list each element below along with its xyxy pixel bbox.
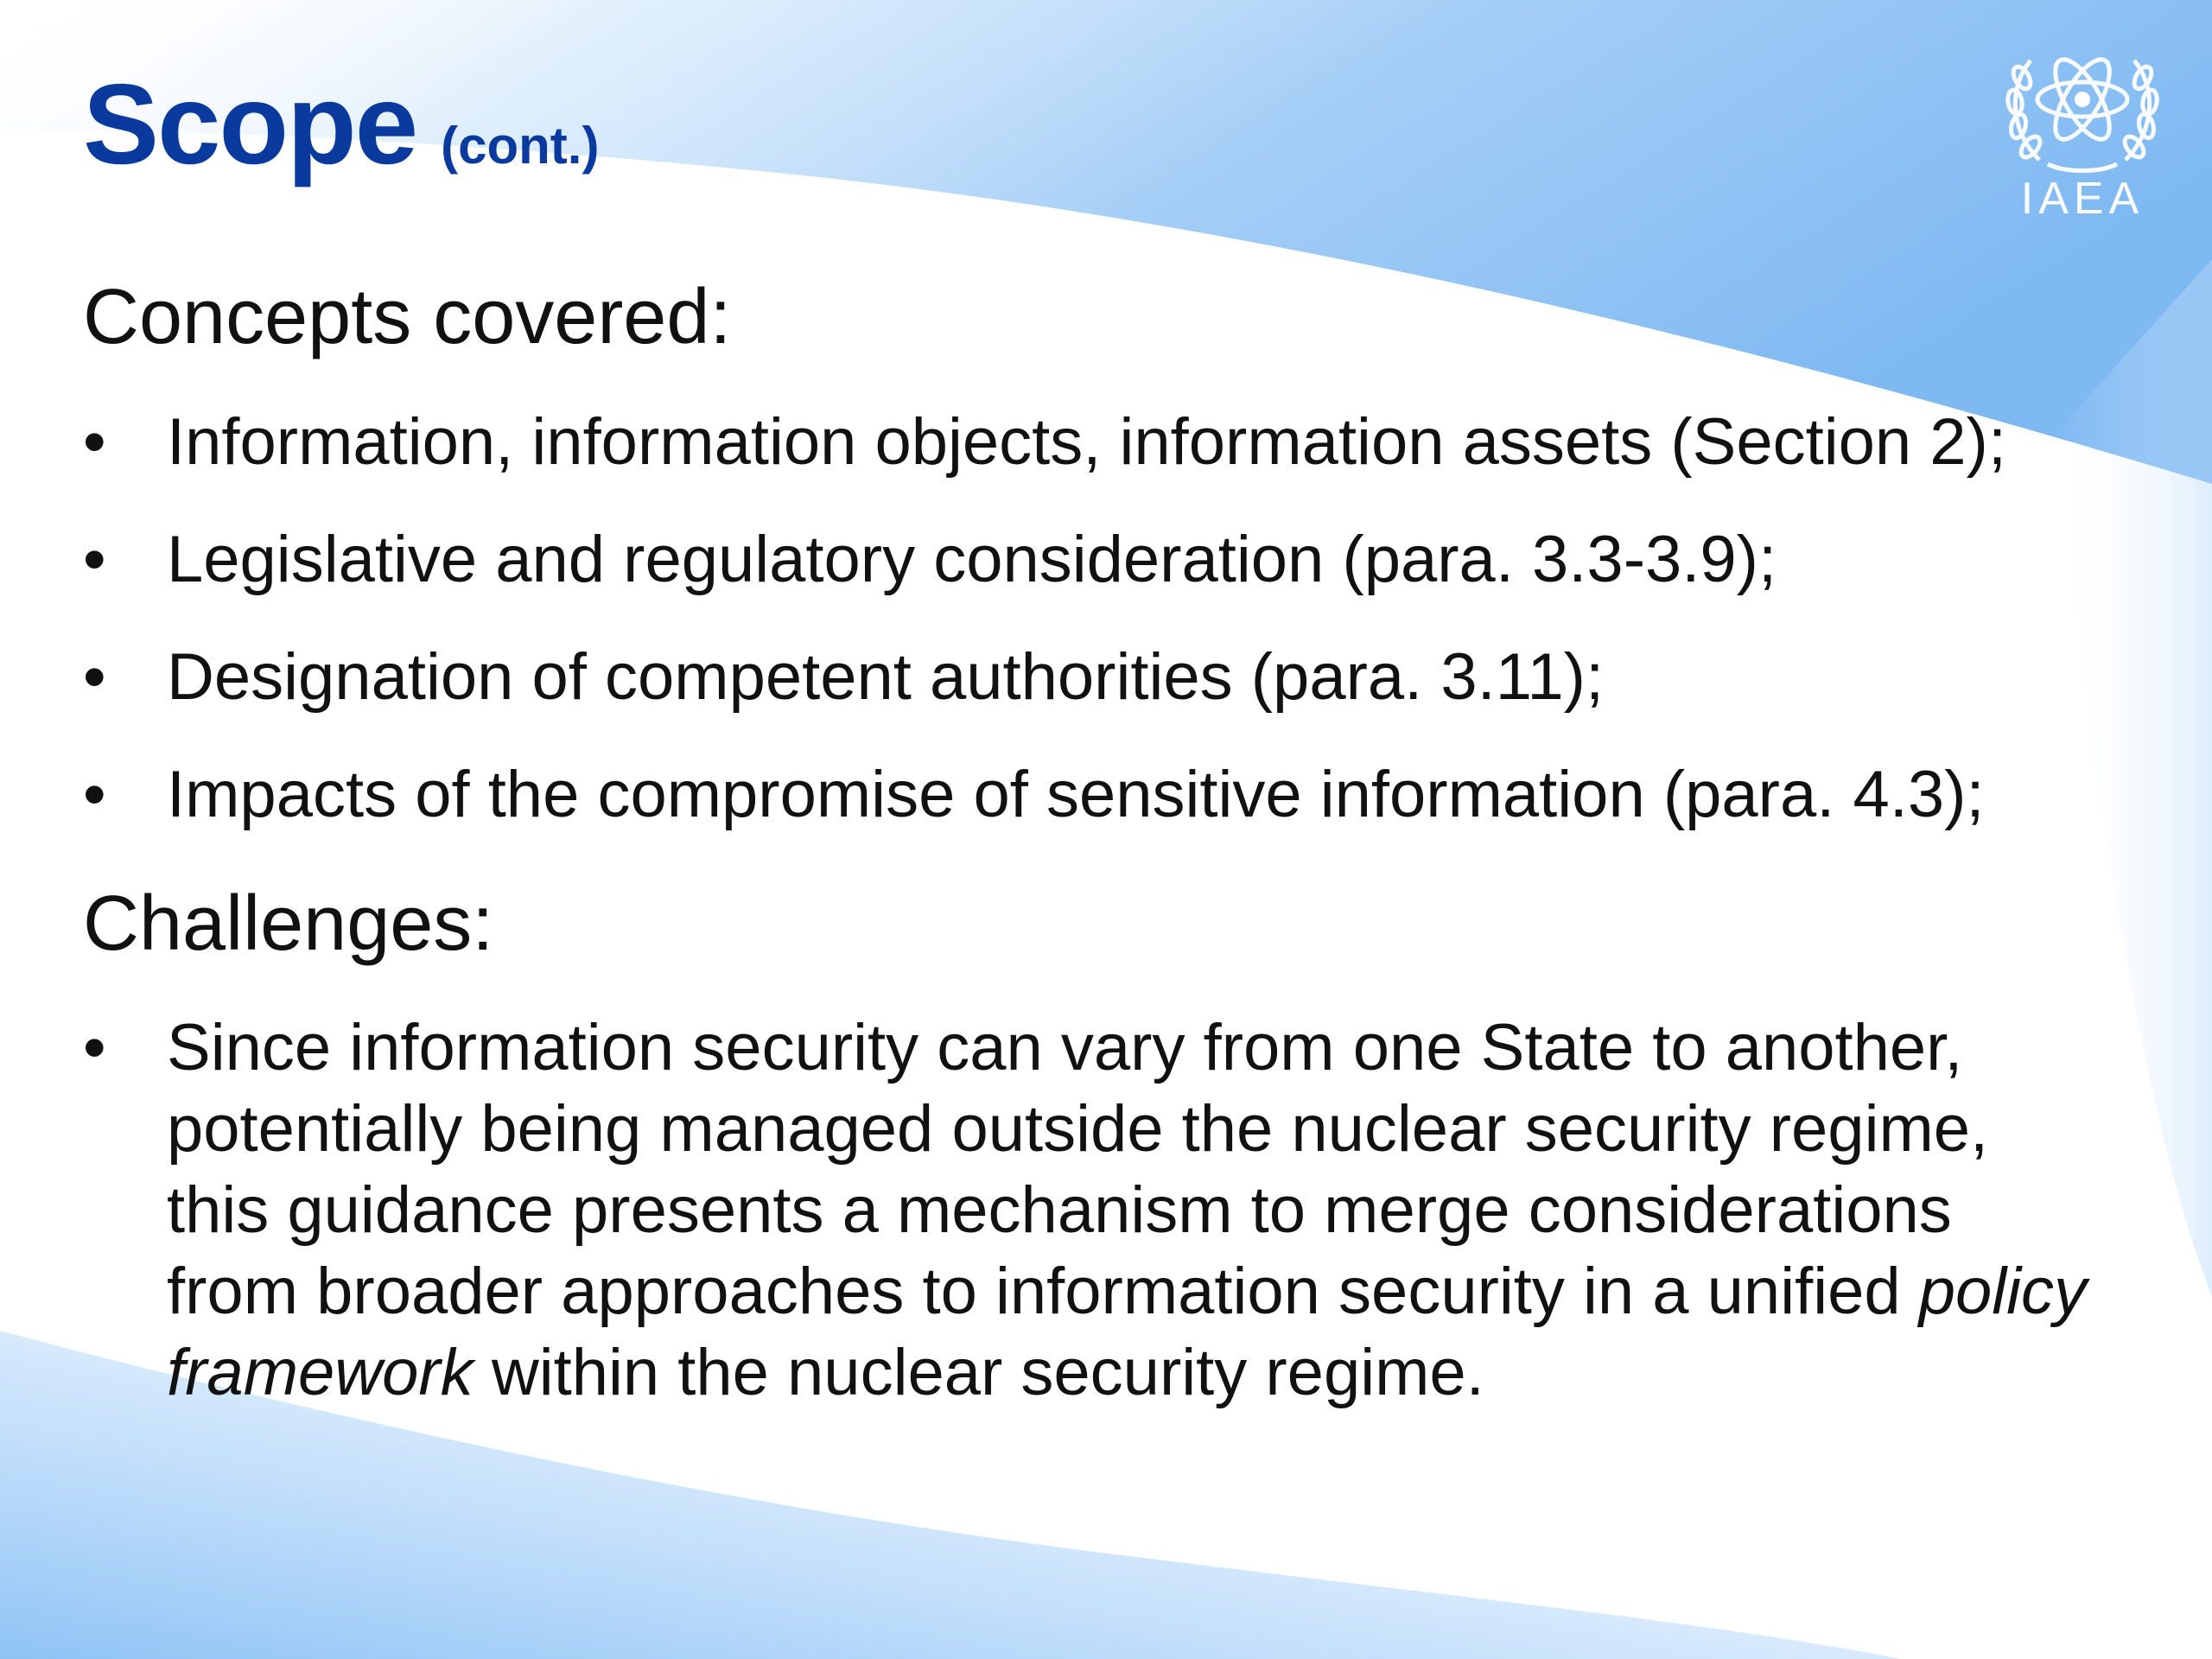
challenges-heading: Challenges: (83, 880, 494, 967)
challenge-line-2: potentially being managed outside the nuclear security regime, (167, 1092, 1989, 1166)
bullet-icon: • (83, 405, 106, 479)
bullet-icon: • (83, 758, 106, 831)
list-item (83, 1007, 2174, 1414)
challenge-italic-policy: policy (1918, 1255, 2088, 1328)
logo-text: IAEA (2020, 174, 2145, 224)
challenge-line-5-text: within the nuclear security regime. (473, 1336, 1484, 1409)
bullet-icon: • (83, 640, 106, 714)
concept-item-3: Designation of competent authorities (para. 3.11); (167, 640, 1605, 714)
challenge-line-5 (167, 1332, 2174, 1414)
bullet-icon: • (83, 1011, 106, 1084)
slide-title (83, 60, 600, 188)
list-item (83, 637, 2174, 718)
bullet-icon: • (83, 523, 106, 596)
challenge-line-4 (167, 1251, 2174, 1332)
iaea-logo (1996, 35, 2169, 233)
concept-item-4: Impacts of the compromise of sensitive information (para. 4.3); (167, 758, 1985, 831)
list-item (83, 519, 2174, 601)
challenge-line-3: this guidance presents a mechanism to merge considerations (167, 1173, 1952, 1247)
slide-title-suffix: (cont.) (441, 117, 600, 175)
challenge-italic-framework: framework (167, 1336, 474, 1409)
list-item (83, 754, 2174, 836)
challenge-line-4-text: from broader approaches to information security in a unified (167, 1255, 1919, 1328)
challenge-line-1: Since information security can vary from one State to another, (167, 1011, 1963, 1084)
challenge-paragraph (167, 1007, 2174, 1414)
iaea-atom-laurel-icon (1996, 35, 2169, 181)
slide-title-main: Scope (83, 60, 417, 188)
concepts-heading: Concepts covered: (83, 274, 732, 360)
list-item (83, 402, 2174, 483)
concept-item-1: Information, information objects, information assets (Section 2); (167, 405, 2006, 479)
concept-item-2: Legislative and regulatory consideration (para. 3.3-3.9); (167, 523, 1777, 596)
